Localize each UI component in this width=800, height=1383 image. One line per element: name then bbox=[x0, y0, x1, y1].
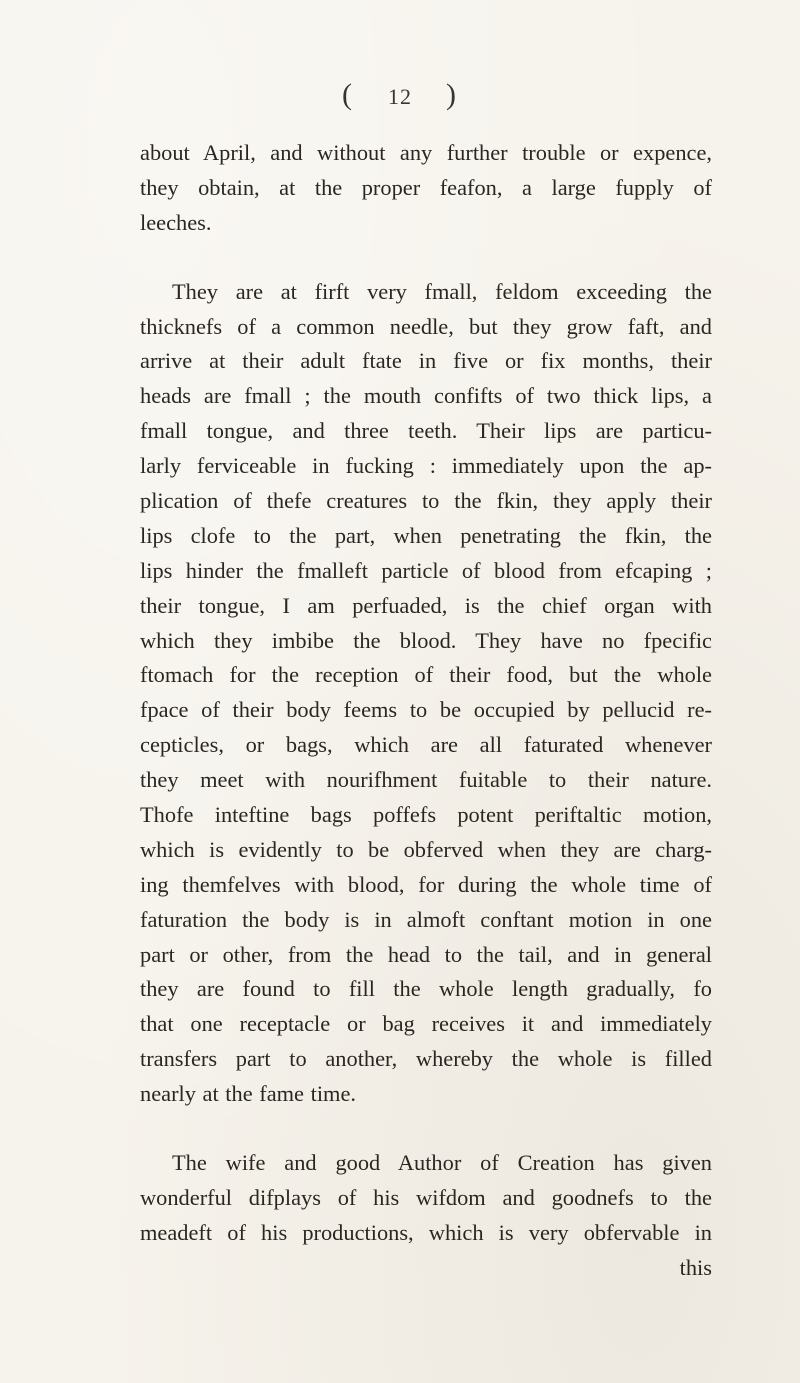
text-line: fmall tongue, and three teeth. Their lips are particu- bbox=[140, 418, 712, 444]
text-line: lips clofe to the part, when penetrating the fkin, the bbox=[140, 522, 712, 548]
page-number-open-paren: ( bbox=[342, 78, 354, 111]
text-line: which they imbibe the blood. They have no fpecific bbox=[140, 627, 712, 653]
text-line: their tongue, I am perfuaded, is the chief organ with bbox=[140, 592, 712, 618]
paragraph-spacer bbox=[140, 241, 712, 275]
text-line: wonderful difplays of his wifdom and goodnefs to the bbox=[140, 1184, 712, 1210]
paragraph-3 bbox=[140, 1146, 712, 1286]
text-line: arrive at their adult ftate in five or fix months, their bbox=[140, 348, 712, 374]
text-line: that one receptacle or bag receives it and immediately bbox=[140, 1011, 712, 1037]
text-line: cepticles, or bags, which are all faturated whenever bbox=[140, 732, 712, 758]
text-line: which is evidently to be obferved when they are charg- bbox=[140, 836, 712, 862]
text-line: transfers part to another, whereby the whole is filled bbox=[140, 1046, 712, 1072]
text-line: plication of thefe creatures to the fkin, they apply their bbox=[140, 488, 712, 514]
text-line: meadeft of his productions, which is very obfervable in bbox=[140, 1219, 712, 1245]
text-line: thicknefs of a common needle, but they grow faft, and bbox=[140, 313, 712, 339]
catchword: this bbox=[679, 1254, 712, 1280]
text-line: leeches. bbox=[140, 209, 212, 235]
text-line: The wife and good Author of Creation has given bbox=[172, 1150, 712, 1176]
text-line: larly ferviceable in fucking : immediately upon the ap- bbox=[140, 453, 712, 479]
body-text bbox=[140, 136, 712, 1286]
text-line: ftomach for the reception of their food, but the whole bbox=[140, 662, 712, 688]
page-number-close-paren: ) bbox=[446, 78, 458, 111]
text-line: lips hinder the fmalleft particle of blood from efcaping ; bbox=[140, 557, 712, 583]
paragraph-2 bbox=[140, 275, 712, 1112]
text-line: part or other, from the head to the tail, and in general bbox=[140, 941, 712, 967]
text-line: heads are fmall ; the mouth confifts of two thick lips, a bbox=[140, 383, 712, 409]
text-line: ing themfelves with blood, for during the whole time of bbox=[140, 871, 712, 897]
text-line: They are at firft very fmall, feldom exceeding the bbox=[172, 278, 712, 304]
page-number bbox=[0, 78, 800, 112]
paragraph-spacer bbox=[140, 1112, 712, 1146]
text-line: they meet with nourifhment fuitable to their nature. bbox=[140, 767, 712, 793]
text-line: they obtain, at the proper feafon, a large fupply of bbox=[140, 174, 712, 200]
page-number-value: 12 bbox=[388, 84, 412, 109]
text-line: faturation the body is in almoft conftant motion in one bbox=[140, 906, 712, 932]
paragraph-1 bbox=[140, 136, 712, 241]
text-line: nearly at the fame time. bbox=[140, 1081, 356, 1107]
text-line: they are found to fill the whole length gradually, fo bbox=[140, 976, 712, 1002]
text-line: Thofe inteftine bags poffefs potent periftaltic motion, bbox=[140, 802, 712, 828]
text-line: about April, and without any further trouble or expence, bbox=[140, 140, 712, 165]
text-line: fpace of their body feems to be occupied by pellucid re- bbox=[140, 697, 712, 723]
